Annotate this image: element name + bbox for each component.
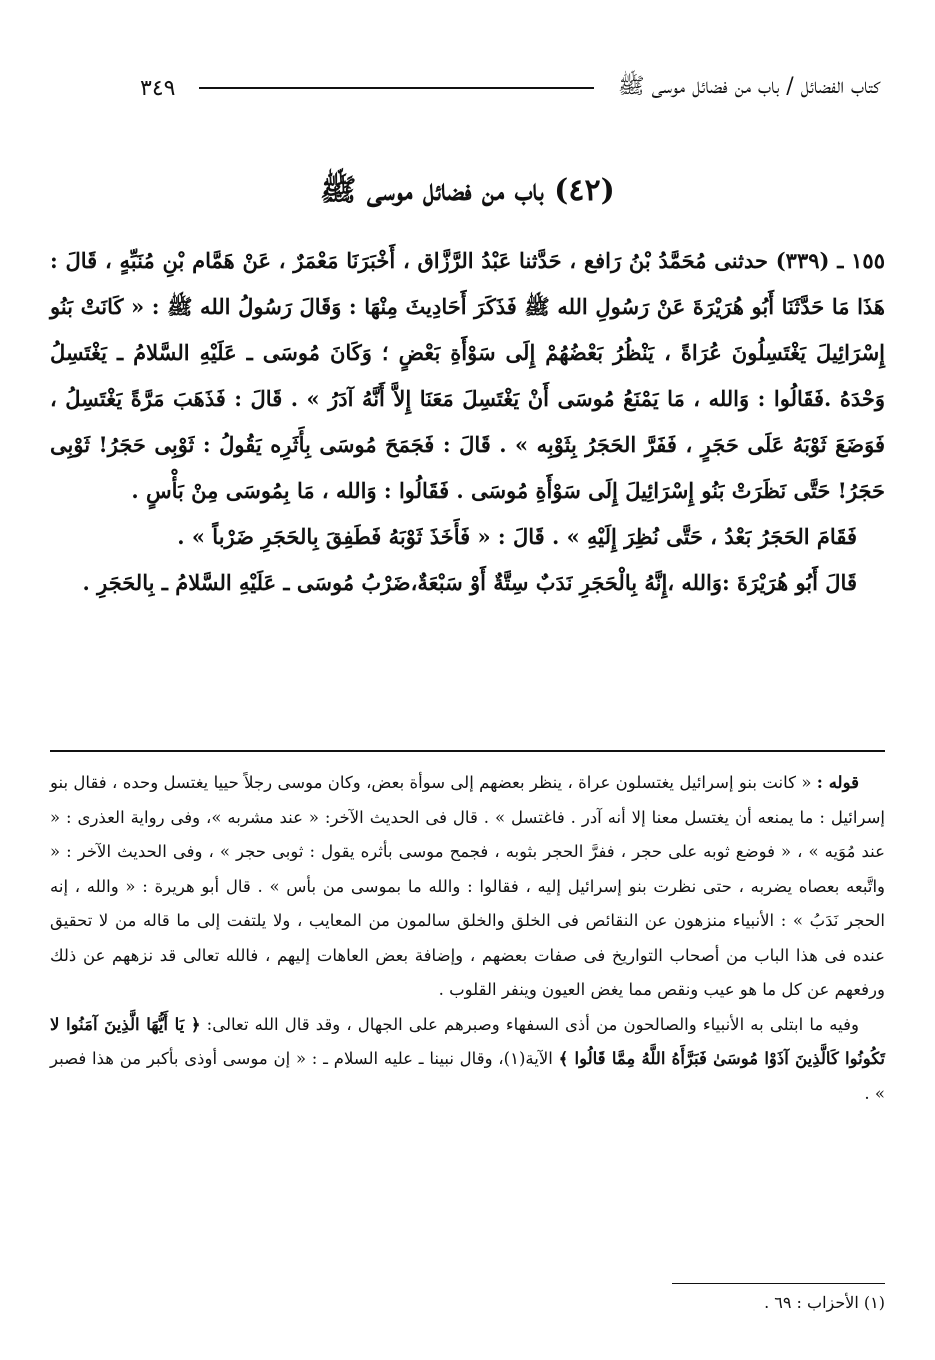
- hadith-paragraph: قَالَ أَبُو هُرَيْرَةَ :وَالله ،إِنَّهُ بِالْحَجَرِ نَدَبٌ سِتَّةٌ أَوْ سَبْعَةٌ،ضَرْبُ مُوسَى ـ عَلَيْهِ السَّلامُ ـ بِالحَجَرِ .: [82, 570, 857, 595]
- commentary-divider: [50, 750, 885, 752]
- running-title: كتاب الفضائل / باب من فضائل موسى ﷺ: [618, 74, 880, 99]
- commentary-lead: قوله :: [816, 773, 859, 792]
- footnote: (١) الأحزاب : ٦٩ .: [764, 1293, 885, 1312]
- footnote-divider: [672, 1283, 885, 1284]
- commentary-body: « كانت بنو إسرائيل يغتسلون عراة ، ينظر بعضهم إلى سوأة بعض، وكان موسى رجلاً حييا يغتسل وحده ، فقال بنو إسرائيل : ما يمنعه أن يغتسل معنا إلا أنه آدر . فاغتسل » . قال فى الحديث الآخر: « عند مشربه »، وفى رواية العذرى : « عند مُوَيه » ، « فوضع ثوبه على حجر ، ففرَّ الحجر بثوبه ، فجمح موسى بأثره يقول : ثوبى حجر » ، وفى الحديث الآخر : « واتَّبعه بعصاه يضربه ، حتى نظرت بنو إسرائيل إليه ، فقالوا : والله ما بموسى من بأس » . قال أبو هريرة : « والله ، إنه الحجر نَدَبُ » : الأنبياء منزهون عن النقائص فى الخلق والخلق سالمون من المعايب ، ولا يلتفت إلى ما قاله من لا تحقيق عنده فى هذا الباب من أصحاب التواريخ فى صفات بعضهم ، وإضافة بعض العاهات إليهم ، فالله تعالى قد نزههم عن ذلك ورفعهم عن كل ما هو عيب ونقص مما يغض العيون وينفر القلوب .: [50, 773, 885, 999]
- commentary-text-after-quran: الآية(١)، وقال نبينا ـ عليه السلام ـ : « إن موسى أوذى بأكبر من هذا فصبر » .: [50, 1049, 885, 1103]
- hadith-paragraph: فَقَامَ الحَجَرُ بَعْدُ ، حَتَّى نُظِرَ إِلَيْهِ » . قَالَ : « فَأَخَذَ ثَوْبَهُ فَطَفِقَ بِالحَجَرِ ضَرْباً » .: [177, 524, 857, 549]
- hadith-text: [50, 238, 885, 606]
- quran-verse: ﴿ يَا أَيُّهَا الَّذِينَ آمَنُوا لا تَكُونُوا كَالَّذِينَ آذَوْا مُوسَىٰ فَبَرَّأَهُ اللَّهُ مِمَّا قَالُوا ﴾: [50, 1014, 885, 1068]
- running-header: [140, 68, 880, 108]
- commentary-text-before-quran: وفيه ما ابتلى به الأنبياء والصالحون من أذى السفهاء وصبرهم على الجهال ، وقد قال الله تعالى:: [206, 1014, 859, 1034]
- commentary-text: [50, 766, 885, 1111]
- commentary-paragraph: [50, 1008, 885, 1112]
- commentary-paragraph: [50, 766, 885, 1008]
- header-rule: [199, 87, 594, 89]
- hadith-paragraph: ١٥٥ ـ (٣٣٩) حدثنى مُحَمَّدُ بْنُ رَافع ، حَدَّثنا عَبْدُ الرَّزَّاق ، أَخْبَرَنَا مَعْمَرٌ ، عَنْ هَمَّام بْنِ مُنَبِّهٍ ، قَالَ : هَذَا مَا حَدَّثَنَا أَبُو هُرَيْرَةَ عَنْ رَسُولِ الله ﷺ فَذَكَرَ أَحَادِيثَ مِنْهَا : وَقَالَ رَسُولُ الله ﷺ : « كَانَتْ بَنُو إِسْرَائِيلَ يَغْتَسِلُونَ عُرَاةً ، يَنْظُرُ بَعْضُهُمْ إِلَى سَوْأَةِ بَعْضٍ ؛ وَكَانَ مُوسَى ـ عَلَيْهِ السَّلامُ ـ يَغْتَسِلُ وَحْدَهُ .فَقَالُوا : وَالله ، مَا يَمْنَعُ مُوسَى أَنْ يَغْتَسِلَ مَعَنَا إِلاَّ أَنَّهُ آدَرُ » . قَالَ : فَذَهَبَ مَرَّةً يَغْتَسِلُ ، فَوَضَعَ ثَوْبَهُ عَلَى حَجَرٍ ، فَفَرَّ الحَجَرُ بِثَوْبِه » . قَالَ : فَجَمَحَ مُوسَى بِأَثَرِه يَقُولُ : ثَوْبِى حَجَرُ! ثَوْبِى حَجَرُ! حَتَّى نَظَرَتْ بَنُو إِسْرَائِيلَ إِلَى سَوْأَةِ مُوسَى . فَقَالُوا : وَالله ، مَا بِمُوسَى مِنْ بَأْسٍ .: [50, 248, 885, 503]
- chapter-title: (٤٢) باب من فضائل موسى ﷺ: [320, 173, 615, 208]
- page-number: ٣٤٩: [140, 75, 176, 101]
